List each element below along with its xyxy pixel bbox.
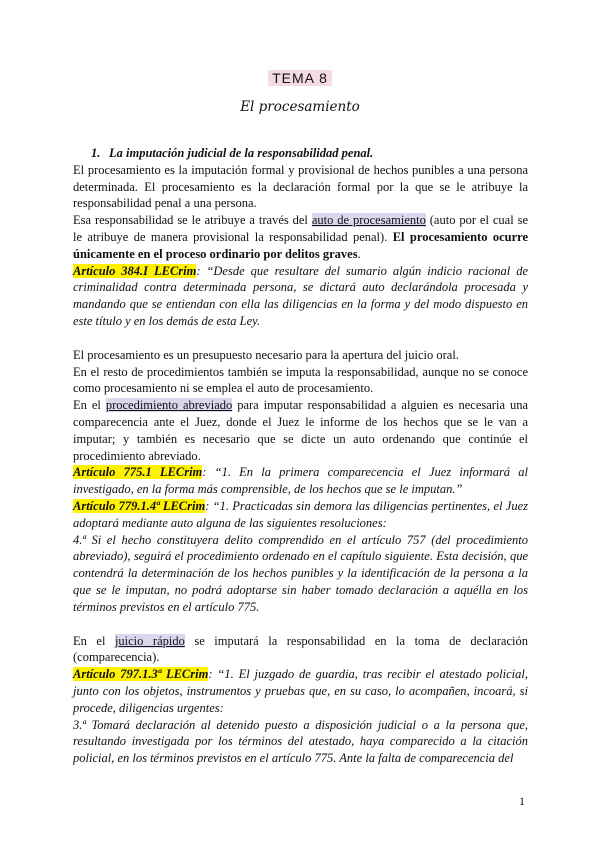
article-label-384: Artículo 384.I LECrim	[73, 263, 197, 278]
document-body	[73, 145, 528, 767]
section-number: 1.	[91, 146, 101, 160]
section-heading	[73, 145, 528, 162]
bold-statement: El procesamiento ocurre únicamente en el proceso ordinario por delitos graves	[73, 229, 528, 261]
highlight-auto-procesamiento: auto de procesamiento	[311, 213, 426, 228]
paragraph-presupuesto: El procesamiento es un presupuesto necesario para la apertura del juicio oral.	[73, 347, 459, 362]
highlight-procedimiento-abreviado: procedimiento abreviado	[105, 398, 233, 413]
section-title: La imputación judicial de la responsabilidad penal.	[109, 146, 374, 160]
paragraph-juicio-rapido: En el juicio rápido se imputará la responsabilidad en la toma de declaración (comparecencia).	[73, 633, 528, 665]
quote-art-779: Artículo 779.1.4ª LECrim: “1. Practicadas sin demora las diligencias pertinentes, el Juez adoptará mediante auto alguna de las siguientes resoluciones:	[73, 498, 528, 530]
quote-art-775: Artículo 775.1 LECrim: “1. En la primera comparecencia el Juez informará al investigado, en la forma más comprensible, de los hechos que se le imputan.”	[73, 465, 528, 497]
article-label-775: Artículo 775.1 LECrim	[73, 465, 203, 480]
article-label-779: Artículo 779.1.4ª LECrim	[73, 498, 206, 513]
paragraph-auto-procesamiento: Esa responsabilidad se le atribuye a través del auto de procesamiento (auto por el cual se le atribuye de manera provisional la responsabilidad penal). El procesamiento ocurre únicamente en el proceso ordinario por delitos graves.	[73, 213, 528, 261]
article-label-797: Artículo 797.1.3ª LECrim	[73, 667, 209, 682]
paragraph-abreviado: En el procedimiento abreviado para imputar responsabilidad a alguien es necesaria una comparecencia ante el Juez, donde el Juez le informe de los hechos que se le van a imputar; y también es necesario que se dicte un auto ordenando que continúe el procedimiento abreviado.	[73, 398, 528, 463]
chapter-heading: TEMA 8	[0, 70, 600, 86]
quote-art-779-item-4: 4.ª Si el hecho constituyera delito comprendido en el artículo 757 (del procedimiento abreviado), seguirá el procedimiento ordenado en el capítulo siguiente. Esta decisión, que contendrá la determinación de los hechos punibles y la identificación de la persona a la que se le imputan, no podrá adoptarse sin haber tomado declaración a aquélla en los términos previstos en el artículo 775.	[73, 532, 528, 614]
paragraph-definition: El procesamiento es la imputación formal y provisional de hechos punibles a una persona determinada. El procesamiento es la declaración formal por la que se le atribuye la responsabilidad penal a una persona.	[73, 162, 528, 211]
page-number: 1	[519, 794, 525, 808]
chapter-subtitle: El procesamiento	[240, 99, 360, 115]
highlight-juicio-rapido: juicio rápido	[114, 633, 185, 648]
quote-art-797-item-3: 3.ª Tomará declaración al detenido puesto a disposición judicial o a la persona que, resultando investigada por los términos del atestado, haya comparecido a la citación policial, en los términos previstos en el artículo 775. Ante la falta de comparecencia del	[73, 717, 528, 766]
quote-art-384: Artículo 384.I LECrim: “Desde que resultare del sumario algún indicio racional de criminalidad contra determinada persona, se dictará auto declarándola procesada y mandando que se entiendan con ella las diligencias en la forma y del modo dispuesto en este título y en los demás de esta Ley.	[73, 263, 528, 328]
quote-art-797: Artículo 797.1.3ª LECrim: “1. El juzgado de guardia, tras recibir el atestado policial, junto con los objetos, instrumentos y pruebas que, en su caso, lo acompañen, incoará, si procede, diligencias urgentes:	[73, 667, 529, 715]
paragraph-resto-procedimientos: En el resto de procedimientos también se imputa la responsabilidad, aunque no se conoce como procesamiento ni se emplea el auto de procesamiento.	[73, 364, 528, 396]
